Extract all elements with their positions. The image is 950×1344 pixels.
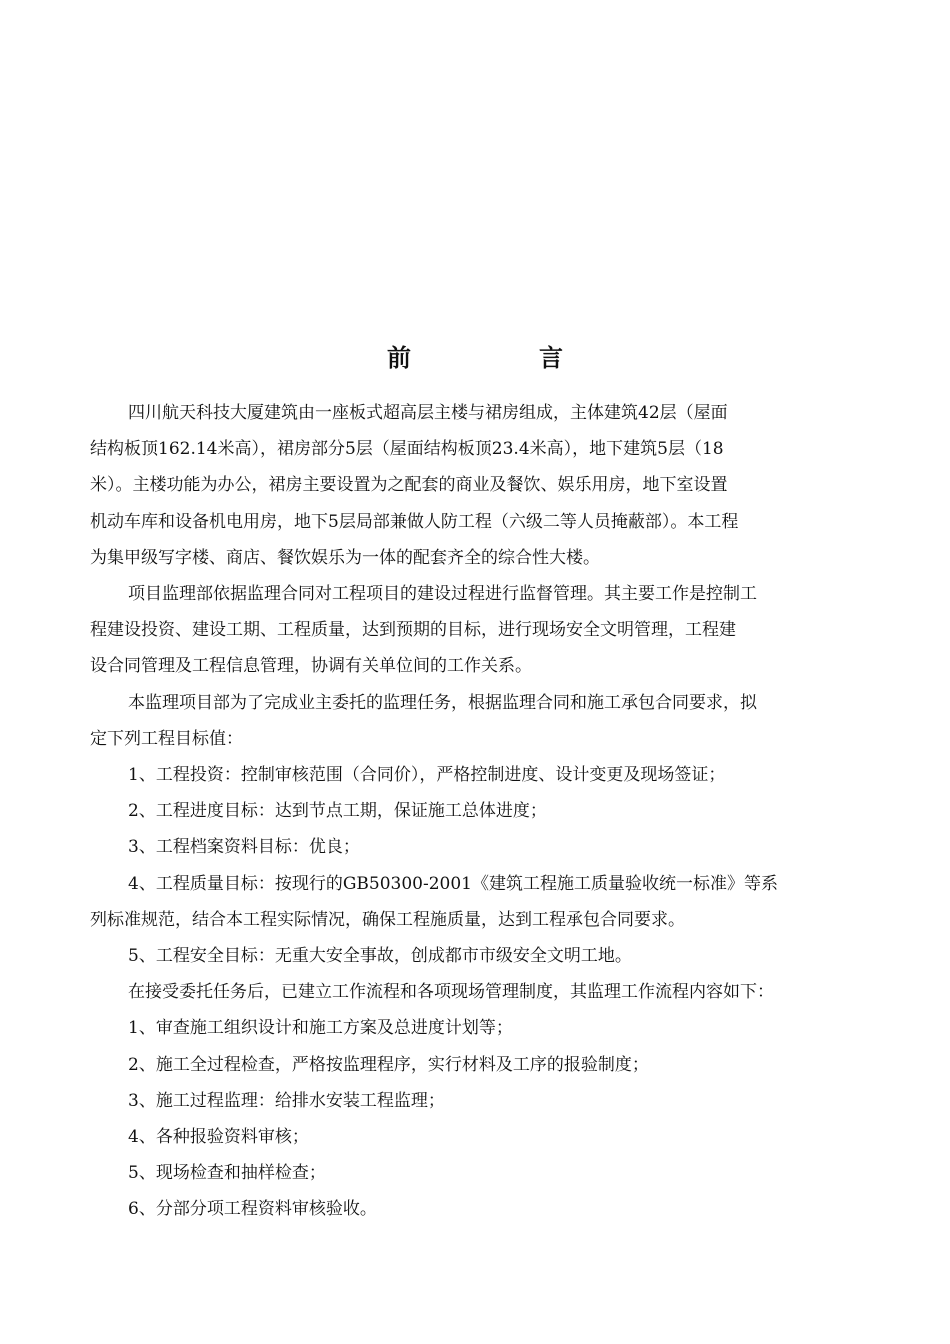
workflow-item: 4、各种报验资料审核；	[128, 1127, 309, 1148]
text-line: 结构板顶162.14米高），裙房部分5层（屋面结构板顶23.4米高），地下建筑5层（18	[90, 439, 724, 460]
preface-body	[90, 395, 850, 1228]
paragraph-supervision-duties	[90, 576, 850, 685]
paragraph-project-overview	[90, 395, 850, 576]
workflow-item: 2、施工全过程检查，严格按监理程序，实行材料及工序的报验制度；	[128, 1054, 649, 1075]
title-char-1: 前	[387, 344, 411, 372]
text-line: 项目监理部依据监理合同对工程项目的建设过程进行监督管理。其主要工作是控制工	[128, 584, 757, 605]
workflow-item: 5、现场检查和抽样检查；	[128, 1163, 326, 1184]
title-char-2: 言	[539, 344, 563, 372]
paragraph-goals-intro	[90, 685, 850, 757]
text-line: 程建设投资、建设工期、工程质量，达到预期的目标，进行现场安全文明管理，工程建	[90, 620, 736, 641]
workflow-item: 1、审查施工组织设计和施工方案及总进度计划等；	[128, 1018, 513, 1039]
workflow-list	[90, 1010, 850, 1227]
text-line: 定下列工程目标值：	[90, 728, 243, 749]
text-line: 设合同管理及工程信息管理，协调有关单位间的工作关系。	[90, 656, 532, 677]
goal-item: 4、工程质量目标：按现行的GB50300-2001《建筑工程施工质量验收统一标准》等系	[128, 873, 778, 894]
goal-item: 1、工程投资：控制审核范围（合同价），严格控制进度、设计变更及现场签证；	[128, 765, 726, 786]
text-line: 机动车库和设备机电用房，地下5层局部兼做人防工程（六级二等人员掩蔽部）。本工程	[90, 511, 739, 532]
goal-item: 5、工程安全目标：无重大安全事故，创成都市市级安全文明工地。	[128, 946, 632, 967]
text-line: 四川航天科技大厦建筑由一座板式超高层主楼与裙房组成，主体建筑42层（屋面	[128, 403, 728, 423]
goal-list	[90, 757, 850, 974]
goal-item: 3、工程档案资料目标：优良；	[128, 837, 360, 858]
paragraph-workflow-intro	[90, 974, 850, 1010]
text-line: 本监理项目部为了完成业主委托的监理任务，根据监理合同和施工承包合同要求，拟	[128, 692, 757, 713]
text-line: 为集甲级写字楼、商店、餐饮娱乐为一体的配套齐全的综合性大楼。	[90, 547, 600, 568]
goal-item: 2、工程进度目标：达到节点工期，保证施工总体进度；	[128, 801, 547, 822]
goal-item-continuation: 列标准规范，结合本工程实际情况，确保工程施质量，达到工程承包合同要求。	[90, 909, 685, 930]
workflow-item: 3、施工过程监理：给排水安装工程监理；	[128, 1090, 445, 1111]
text-line: 在接受委托任务后，已建立工作流程和各项现场管理制度，其监理工作流程内容如下：	[128, 982, 774, 1003]
page-title	[0, 338, 950, 378]
text-line: 米）。主楼功能为办公，裙房主要设置为之配套的商业及餐饮、娱乐用房，地下室设置	[90, 475, 728, 496]
workflow-item: 6、分部分项工程资料审核验收。	[128, 1199, 377, 1220]
